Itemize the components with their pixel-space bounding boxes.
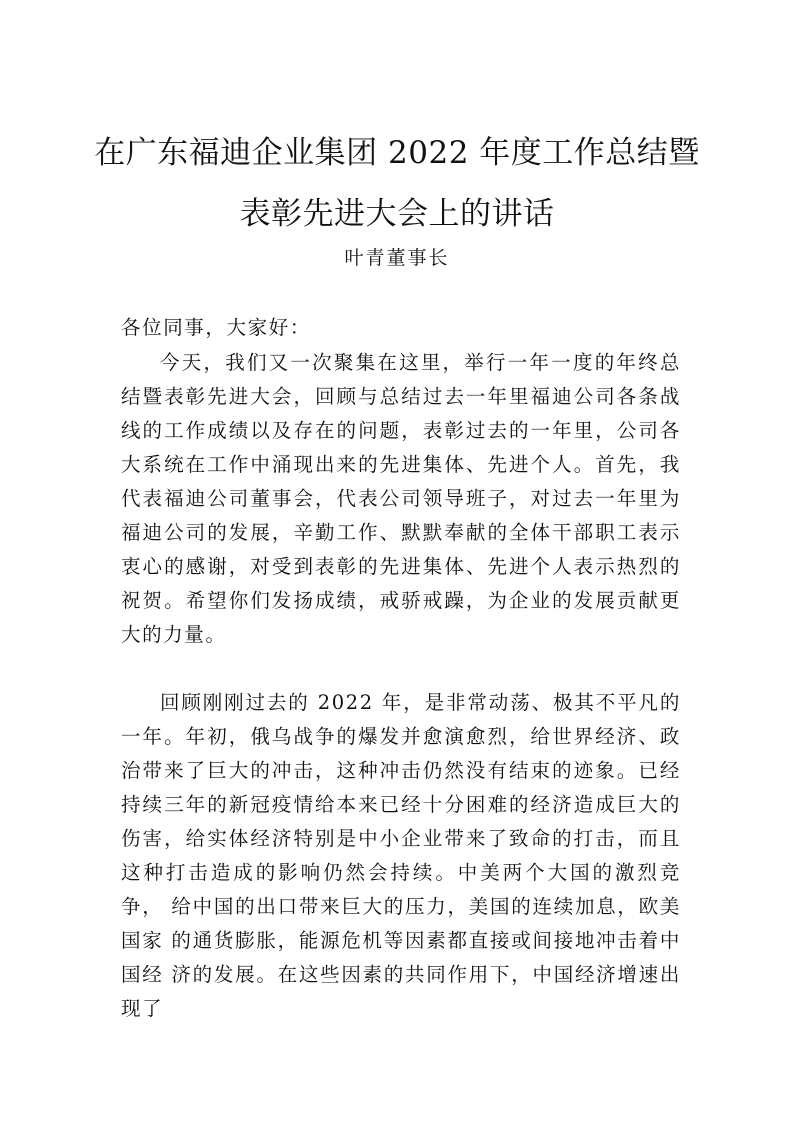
speaker-name: 叶青董事长 — [344, 247, 450, 269]
paragraph: 今天，我们又一次聚集在这里，举行一年一度的年终总结暨表彰先进大会，回顾与总结过去一年里福迪公司各条战线的工作成绩以及存在的问题，表彰过去的一年里，公司各大系统在工作中涌现出来的先进集体、先进个人。首先，我代表福迪公司董事会，代表公司领导班子，对过去一年里为福迪公司的发展，辛勤工作、默默奉献的全体干部职工表示衷心的感谢，对受到表彰的先进集体、先进个人表示热烈的祝贺。希望你们发扬成绩，戒骄戒躁，为企业的发展贡献更大的力量。 — [121, 351, 681, 646]
paragraph: 回顾刚刚过去的 2022 年，是非常动荡、极其不平凡的一年。年初，俄乌战争的爆发并愈演愈烈，给世界经济、政治带来了巨大的冲击，这种冲击仍然没有结束的迹象。已经持续三年的新冠疫情给本来已经十分困难的经济造成巨大的伤害，给实体经济特别是中小企业带来了致命的打击，而且 这种打击造成的影响仍然会持续。中美两个大国的激烈竞争， 给中国的出口带来巨大的压力，美国的连续加息，欧美国家 的通货膨胀，能源危机等因素都直接或间接地冲击着中国经 济的发展。在这些因素的共同作用下，中国经济增速出现了 — [121, 691, 681, 1020]
document-title-line-1: 在广东福迪企业集团 2022 年度工作总结暨 — [94, 135, 700, 171]
salutation: 各位同事，大家好： — [121, 316, 311, 339]
document-title-line-2: 表彰先进大会上的讲话 — [239, 196, 555, 232]
